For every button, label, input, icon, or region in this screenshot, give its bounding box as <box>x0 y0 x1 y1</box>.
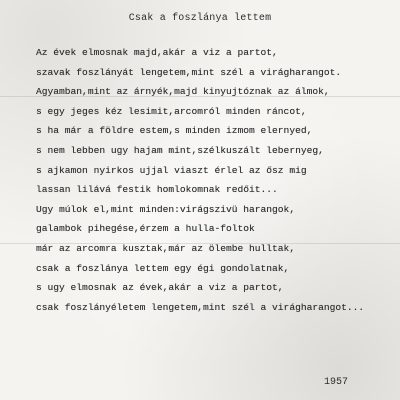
poem-line: csak a foszlánya lettem egy égi gondolatnak, <box>36 262 290 274</box>
poem-line: már az arcomra kusztak,már az ölembe hulltak, <box>36 242 296 254</box>
poem-body <box>36 43 392 317</box>
poem-line: szavak foszlányát lengetem,mint szél a virágharangot. <box>36 66 342 78</box>
poem-line: lassan lilává festik homlokomnak redőit... <box>36 184 278 196</box>
poem-line: Az évek elmosnak majd,akár a viz a partot, <box>36 47 278 58</box>
poem-line: s egy jeges kéz lesimit,arcomról minden ráncot, <box>36 105 307 117</box>
poem-line: galambok pihegése,érzem a hulla-foltok <box>36 223 255 235</box>
poem-title: Csak a foszlánya lettem <box>128 13 272 24</box>
poem-line: s ugy elmosnak az évek,akár a viz a partot, <box>36 282 284 294</box>
poem-line: s ha már a földre estem,s minden izmom elernyed, <box>36 125 313 137</box>
poem-line: s nem lebben ugy hajam mint,szélkuszált lebernyeg, <box>36 144 324 156</box>
poem-line: Ugy múlok el,mint minden:virágszivü harangok, <box>36 203 296 215</box>
poem-line: csak foszlányéletem lengetem,mint szél a virágharangot... <box>36 301 365 313</box>
poem-year: 1957 <box>324 377 349 388</box>
poem-line: Agyamban,mint az árnyék,majd kinyujtóznak az álmok, <box>36 86 330 98</box>
poem-line: s ajkamon nyirkos ujjal viaszt érlel az ősz mig <box>36 164 307 176</box>
